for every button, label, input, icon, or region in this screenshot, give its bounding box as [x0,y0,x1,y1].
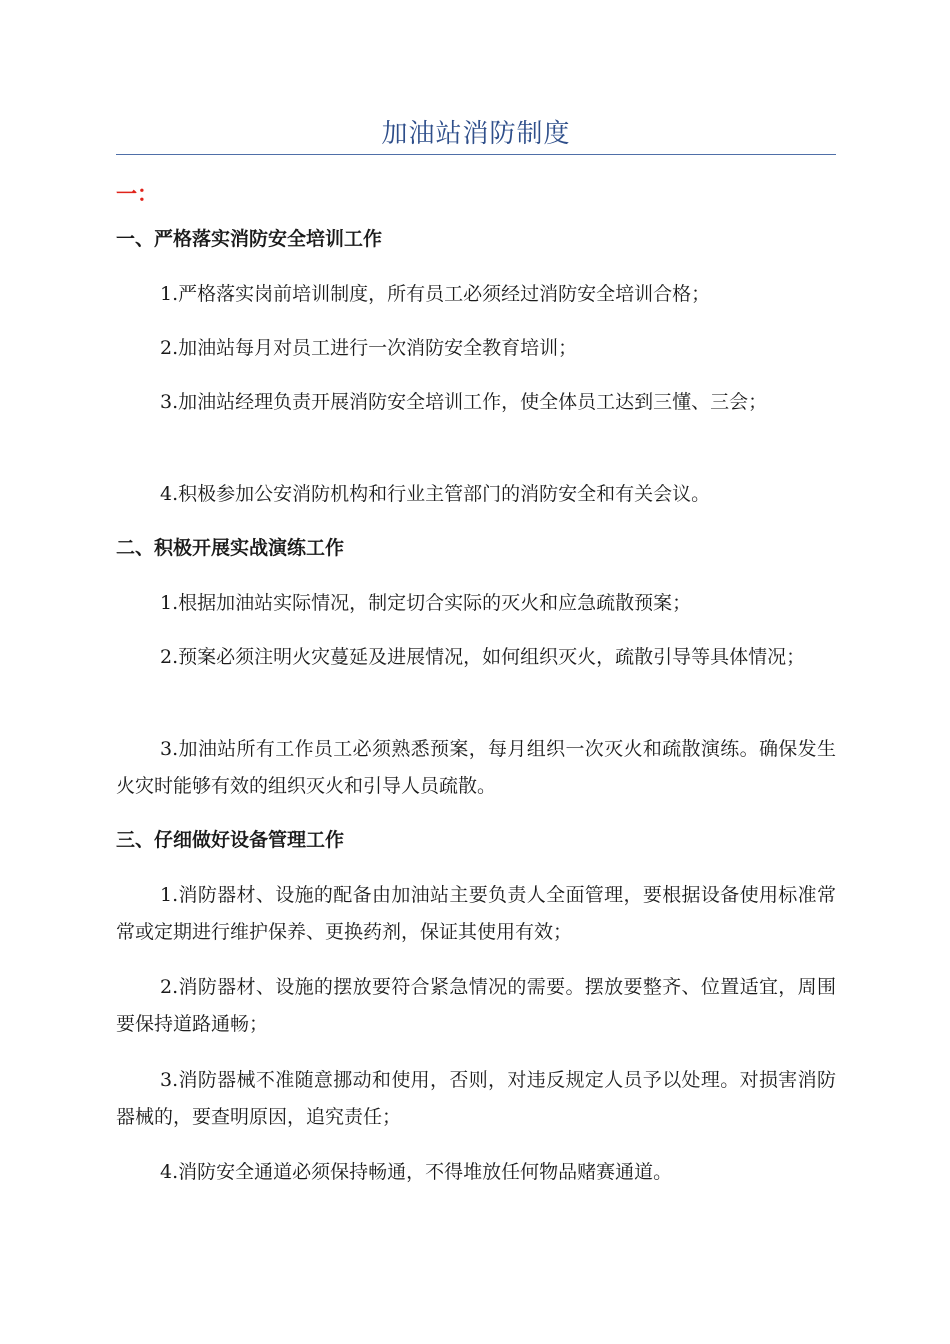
list-item: 1.消防器材、设施的配备由加油站主要负责人全面管理，要根据设备使用标准常常或定期进行维护保养、更换药剂，保证其使用有效； [116,884,836,943]
section-heading: 二、积极开展实战演练工作 [116,537,345,559]
list-item: 1.严格落实岗前培训制度，所有员工必须经过消防安全培训合格； [160,283,711,305]
list-item: 3.加油站经理负责开展消防安全培训工作，使全体员工达到三懂、三会； [160,391,768,413]
list-item: 2.预案必须注明火灾蔓延及进展情况，如何组织灭火，疏散引导等具体情况； [160,646,806,668]
title-divider [116,154,836,155]
list-item: 4.积极参加公安消防机构和行业主管部门的消防安全和有关会议。 [160,483,711,505]
list-item: 2.消防器材、设施的摆放要符合紧急情况的需要。摆放要整齐、位置适宜，周围要保持道路通畅； [116,976,836,1035]
section-heading: 一、严格落实消防安全培训工作 [116,228,383,250]
list-item: 2.加油站每月对员工进行一次消防安全教育培训； [160,337,578,359]
section-heading: 三、仔细做好设备管理工作 [116,829,345,851]
list-item: 1.根据加油站实际情况，制定切合实际的灭火和应急疏散预案； [160,592,692,614]
list-item: 4.消防安全通道必须保持畅通，不得堆放任何物品赌赛通道。 [160,1161,673,1183]
list-item: 3.消防器械不准随意挪动和使用，否则，对违反规定人员予以处理。对损害消防器械的，要查明原因，追究责任； [116,1069,836,1128]
document-title: 加油站消防制度 [381,119,571,149]
part-heading: 一： [116,182,158,206]
list-item: 3.加油站所有工作员工必须熟悉预案，每月组织一次灭火和疏散演练。确保发生火灾时能够有效的组织灭火和引导人员疏散。 [116,738,836,797]
